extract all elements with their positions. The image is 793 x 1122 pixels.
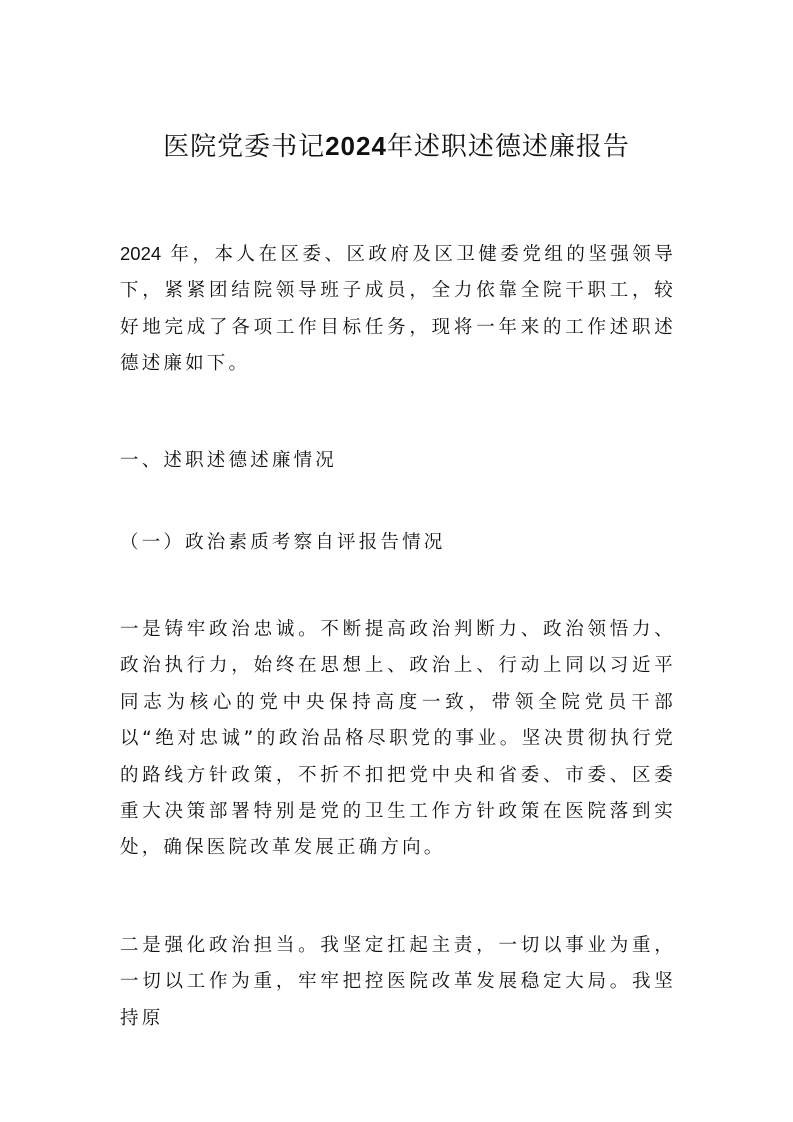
intro-text: 年，本人在区委、区政府及区卫健委党组的坚强领导下，紧紧团结院领导班子成员，全力依靠全院干职工，较好地完成了各项工作目标任务，现将一年来的工作述职述德述廉如下。 [120,244,676,375]
subsection-heading: （一）政治素质考察自评报告情况 [120,532,446,553]
intro-year: 2024 [120,243,162,264]
intro-paragraph [120,236,676,383]
body-paragraph-2: 二是强化政治担当。我坚定扛起主责，一切以事业为重，一切以工作为重，牢牢把控医院改革发展稳定大局。我坚持原 [120,935,676,1029]
title-prefix: 医院党委书记 [163,132,326,162]
body-paragraph-1: 一是铸牢政治忠诚。不断提高政治判断力、政治领悟力、政治执行力，始终在思想上、政治上、行动上同以习近平同志为核心的党中央保持高度一致，带领全院党员干部以“绝对忠诚”的政治品格尽职党的事业。坚决贯彻执行党的路线方针政策，不折不扣把党中央和省委、市委、区委重大决策部署特别是党的卫生工作方针政策在医院落到实处，确保医院改革发展正确方向。 [120,619,676,859]
title-year: 2024 [325,131,387,161]
document-title [0,126,793,163]
section-heading: 一、述职述德述廉情况 [120,450,338,471]
title-suffix: 年述职述德述廉报告 [386,132,630,162]
